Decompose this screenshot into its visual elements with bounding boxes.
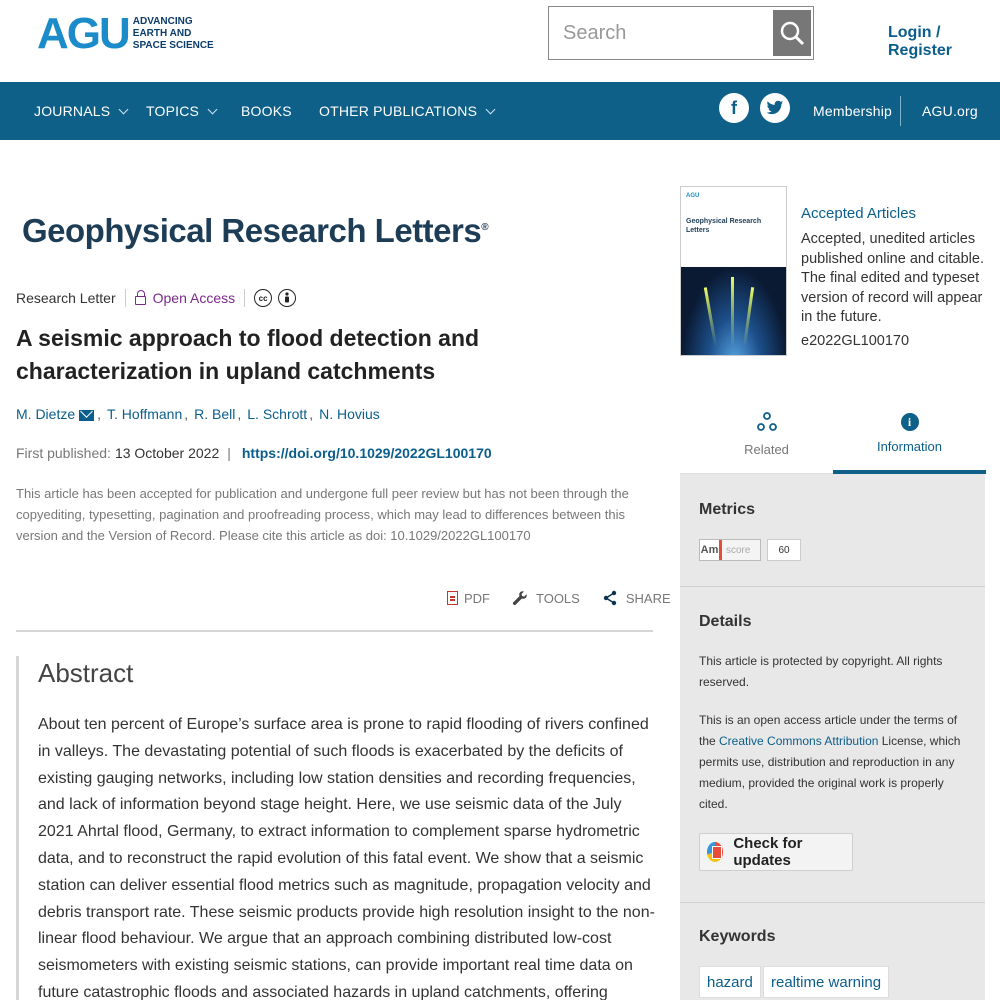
journal-cover-image[interactable] xyxy=(680,186,787,356)
main-nav xyxy=(0,82,1000,140)
twitter-icon[interactable] xyxy=(760,93,790,123)
share-icon xyxy=(602,590,618,606)
facebook-icon[interactable]: f xyxy=(719,93,749,123)
nav-agu-org[interactable]: AGU.org xyxy=(922,103,978,119)
article-title: A seismic approach to flood detection and characterization in upland catchments xyxy=(16,325,480,384)
panel-divider xyxy=(680,586,985,587)
doi-link[interactable]: https://doi.org/10.1029/2022GL100170 xyxy=(241,445,492,461)
journal-title[interactable]: Geophysical Research Letters® xyxy=(22,212,489,249)
abstract-heading: Abstract xyxy=(38,658,134,688)
details-heading: Details xyxy=(699,613,752,630)
cover-title: Geophysical Research Letters xyxy=(686,218,762,234)
pdf-icon xyxy=(447,591,458,605)
share-button[interactable]: SHARE xyxy=(602,590,671,606)
agu-logo-tagline: ADVANCING EARTH AND SPACE SCIENCE xyxy=(132,16,214,51)
chevron-down-icon xyxy=(486,104,496,114)
creative-commons-link[interactable]: Creative Commons Attribution xyxy=(719,734,879,748)
top-header xyxy=(0,0,1000,82)
nav-topics[interactable]: TOPICS xyxy=(146,103,216,119)
metrics-heading: Metrics xyxy=(699,501,756,518)
search-box xyxy=(548,6,814,60)
meta-divider xyxy=(244,289,245,307)
author-list: M. Dietze , T. Hoffmann , R. Bell , L. Schrott , N. Hovius xyxy=(16,406,380,422)
publication-info: First published: 13 October 2022 | https://doi.org/10.1029/2022GL100170 xyxy=(16,445,492,461)
article-id: e2022GL100170 xyxy=(801,333,910,349)
author-link[interactable]: L. Schrott xyxy=(247,406,308,422)
altmetric-logo: Am xyxy=(700,540,722,560)
author-link[interactable]: N. Hovius xyxy=(319,406,380,422)
crossmark-icon xyxy=(707,842,723,862)
meta-divider xyxy=(125,289,126,307)
nav-other-publications[interactable]: OTHER PUBLICATIONS xyxy=(319,103,494,119)
information-panel xyxy=(680,474,985,1000)
chevron-down-icon xyxy=(208,104,218,114)
agu-logo-mark: AGU xyxy=(37,9,129,58)
keyword-tag[interactable]: realtime warning xyxy=(763,966,889,998)
keyword-tag[interactable]: hazard xyxy=(699,966,761,998)
tools-button[interactable]: TOOLS xyxy=(512,590,580,606)
cc-icon[interactable]: cc xyxy=(254,289,272,307)
accepted-notice: This article has been accepted for publication and undergone full peer review but has not been through the copyediting, typesetting, pagination and proofreading process, which may lead to differences between this version and the Version of Record. Please cite this article as doi: 10.1029/2022GL100170 xyxy=(16,486,629,543)
copyright-notice: This article is protected by copyright. All rights reserved. xyxy=(699,654,943,689)
panel-divider xyxy=(680,902,985,903)
chevron-down-icon xyxy=(119,104,129,114)
nav-divider xyxy=(900,96,901,126)
agu-logo[interactable] xyxy=(37,9,214,58)
altmetric-score: 60 xyxy=(767,539,801,561)
article-meta xyxy=(16,289,302,307)
author-link[interactable]: R. Bell xyxy=(194,406,236,422)
nav-books[interactable]: BOOKS xyxy=(241,103,292,119)
nav-journals[interactable]: JOURNALS xyxy=(34,103,127,119)
accepted-articles-description: Accepted, unedited articles published online and citable. The final edited and typeset version of record will appear in the future. xyxy=(801,231,984,325)
tab-information[interactable]: i Information xyxy=(833,400,986,474)
search-button[interactable] xyxy=(773,10,811,56)
first-published-label: First published: xyxy=(16,445,111,461)
email-icon[interactable] xyxy=(79,410,94,421)
cover-agu-label: AGU xyxy=(686,193,700,199)
search-input[interactable] xyxy=(549,7,771,59)
section-divider xyxy=(16,630,653,632)
license-notice: This is an open access article under the terms of the Creative Commons Attribution License, which permits use, distribution and reproduction in any medium, provided the original work is properly cited. xyxy=(699,713,961,811)
check-for-updates-button[interactable]: Check for updates xyxy=(699,833,853,871)
author-link[interactable]: T. Hoffmann xyxy=(107,406,183,422)
keywords-heading: Keywords xyxy=(699,928,776,945)
nav-membership[interactable]: Membership xyxy=(813,103,893,119)
author-link[interactable]: M. Dietze xyxy=(16,406,76,422)
twitter-bird-icon xyxy=(766,100,784,116)
tab-related[interactable]: Related xyxy=(690,400,843,474)
article-type: Research Letter xyxy=(16,290,116,306)
abstract-text: About ten percent of Europe’s surface area is prone to rapid flooding of rivers confined in valleys. The devastating potential of such floods is exacerbated by the deficits of existing gauging networks, including low station densities and recording frequencies, and lack of information beyond stage height. Here, we use seismic data of the July 2021 Ahrtal flood, Germany, to extract information to complement sparse hydrometric data, and to reconstruct the rapid evolution of this fatal event. We show that a seismic station can deliver essential flood metrics such as magnitude, propagation velocity and debris transport rate. These seismic products provide high resolution insight to the non-linear flood behaviour. We argue that an approach combining distributed low-cost seismometers with existing seismic stations, can provide important real time data on future catastrophic floods and associated hazards in upland catchments, offering xyxy=(38,716,655,1000)
sidebar-tabs xyxy=(680,400,985,474)
login-register-link[interactable]: Login / Register xyxy=(888,24,953,59)
accepted-articles-link[interactable]: Accepted Articles xyxy=(801,205,917,222)
info-icon: i xyxy=(901,413,919,431)
altmetric-badge[interactable]: Am score 60 xyxy=(699,539,801,561)
by-icon[interactable] xyxy=(278,289,296,307)
abstract-section xyxy=(16,656,656,1000)
first-published-date: 13 October 2022 xyxy=(114,445,220,461)
cover-earth-image xyxy=(681,267,787,356)
open-access-badge: Open Access xyxy=(135,290,236,306)
search-icon xyxy=(779,20,805,46)
pdf-button[interactable]: PDF xyxy=(447,591,490,606)
wrench-icon xyxy=(512,590,528,606)
article-tools xyxy=(447,590,693,606)
lock-open-icon xyxy=(135,296,146,305)
related-icon xyxy=(756,411,778,433)
